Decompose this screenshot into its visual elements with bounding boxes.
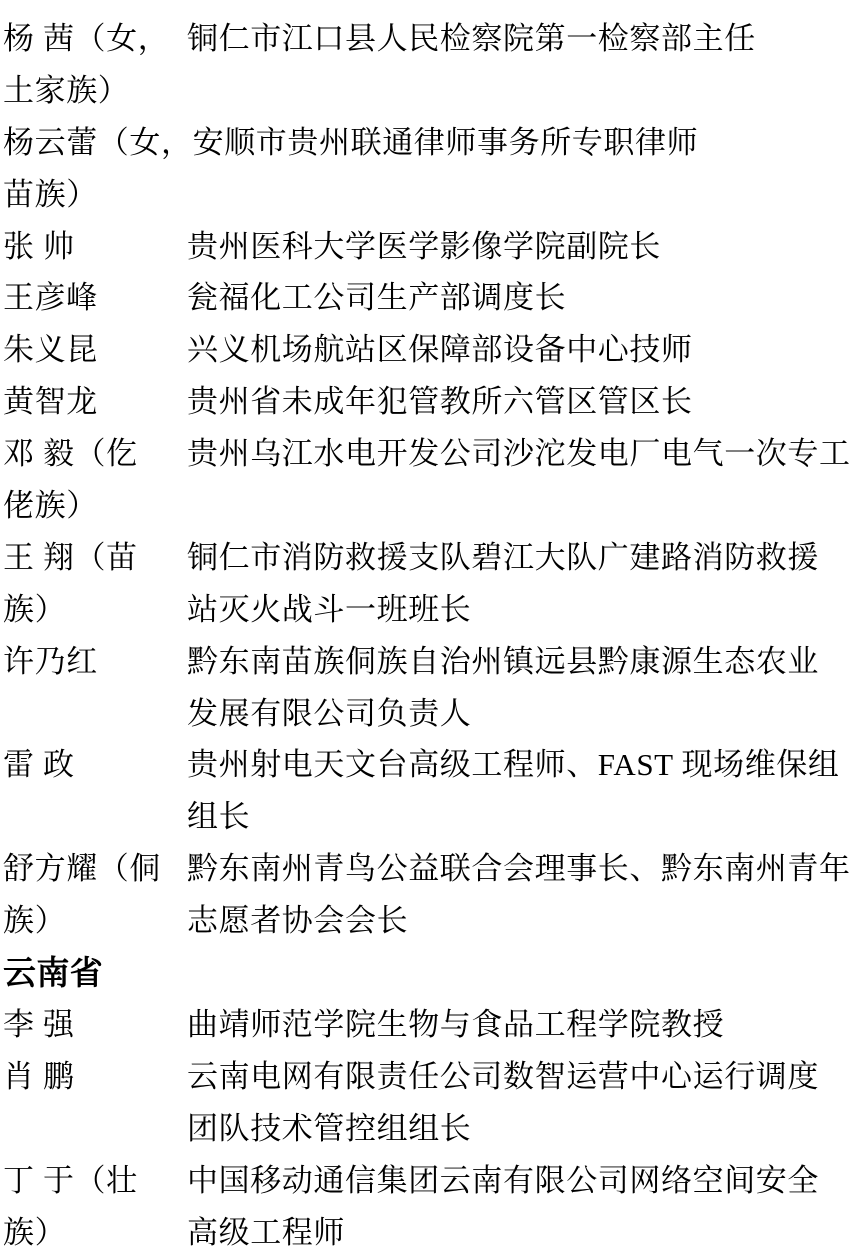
- person-title-line: 高级工程师: [187, 1214, 345, 1250]
- person-title: [187, 376, 862, 428]
- person-name-line: 族）: [3, 903, 67, 939]
- person-name: [3, 324, 187, 376]
- person-entry: [3, 272, 862, 324]
- person-name-line: 佬族）: [3, 488, 98, 524]
- person-title-line: 贵州乌江水电开发公司沙沱发电厂电气一次专工: [187, 436, 851, 472]
- person-title: [187, 324, 862, 376]
- person-name-line: 邓 毅（仡: [3, 436, 138, 472]
- person-title-line: 瓮福化工公司生产部调度长: [187, 280, 567, 316]
- person-name-line: 朱义昆: [3, 332, 98, 368]
- person-name-line: 许乃红: [3, 643, 98, 679]
- person-title-line: 黔东南苗族侗族自治州镇远县黔康源生态农业: [187, 643, 819, 679]
- person-title-line: 志愿者协会会长: [187, 903, 409, 939]
- person-entry: [3, 324, 862, 376]
- person-name-line: 土家族）: [3, 72, 130, 108]
- person-name-line: 肖 鹏: [3, 1058, 75, 1094]
- person-title-line: 铜仁市消防救援支队碧江大队广建路消防救援: [187, 539, 819, 575]
- person-name-line: 族）: [3, 591, 67, 627]
- person-title: [187, 221, 862, 273]
- person-title-line: 曲靖师范学院生物与食品工程学院教授: [187, 1006, 725, 1042]
- person-name: [3, 739, 187, 791]
- person-title-line: 发展有限公司负责人: [187, 695, 472, 731]
- person-entry: [3, 1051, 862, 1155]
- person-entry: [3, 999, 862, 1051]
- person-name: [3, 376, 187, 428]
- person-name-line: 苗族）: [3, 176, 98, 212]
- person-title-line: 团队技术管控组组长: [187, 1110, 472, 1146]
- person-title: [187, 843, 862, 947]
- person-title-line: 安顺市贵州联通律师事务所专职律师: [192, 124, 699, 160]
- person-name: [3, 272, 187, 324]
- person-entry: [3, 532, 862, 636]
- person-entry: [3, 13, 862, 117]
- person-title-line: 站灭火战斗一班班长: [187, 591, 472, 627]
- person-entry: [3, 843, 862, 947]
- person-entry: [3, 1155, 862, 1255]
- person-name-line: 杨 茜（女，: [3, 21, 170, 56]
- person-entry: [3, 739, 862, 843]
- person-title: [187, 532, 862, 636]
- person-title: [187, 636, 862, 740]
- person-name: [3, 1051, 187, 1103]
- person-title: [187, 1051, 862, 1155]
- person-name-line: 王彦峰: [3, 280, 98, 316]
- person-name: [3, 843, 187, 947]
- person-name: [3, 428, 187, 532]
- person-name-line: 杨云蕾（女，: [3, 124, 193, 160]
- person-entry: [3, 428, 862, 532]
- person-entry: [3, 117, 862, 221]
- person-entry: [3, 376, 862, 428]
- entries: [3, 13, 862, 1255]
- person-name-line: 王 翔（苗: [3, 539, 138, 575]
- person-title: [187, 428, 862, 480]
- person-title-line: 铜仁市江口县人民检察院第一检察部主任: [187, 21, 756, 56]
- person-name: [3, 532, 187, 636]
- person-name-line: 李 强: [3, 1006, 75, 1042]
- person-name: [3, 221, 187, 273]
- person-title: [193, 117, 862, 169]
- person-name: [3, 1155, 187, 1255]
- person-name: [3, 636, 187, 688]
- person-name-line: 黄智龙: [3, 384, 98, 420]
- person-name-line: 族）: [3, 1214, 67, 1250]
- person-title: [187, 1155, 862, 1255]
- person-title-line: 兴义机场航站区保障部设备中心技师: [187, 332, 693, 368]
- person-name-line: 舒方耀（侗: [3, 851, 161, 887]
- person-name: [3, 999, 187, 1051]
- person-entry: [3, 636, 862, 740]
- person-name: [3, 13, 187, 117]
- person-title-line: 中国移动通信集团云南有限公司网络空间安全: [187, 1162, 819, 1198]
- person-title-line: 组长: [187, 799, 251, 835]
- person-title-line: 贵州医科大学医学影像学院副院长: [187, 228, 661, 264]
- province-section-header: 云南省: [3, 954, 104, 992]
- person-title: [187, 272, 862, 324]
- person-title-line: 贵州射电天文台高级工程师、FAST 现场维保组: [187, 747, 840, 783]
- person-title-line: 云南电网有限责任公司数智运营中心运行调度: [187, 1058, 819, 1094]
- person-title: [187, 13, 862, 65]
- person-name-line: 丁 于（壮: [3, 1162, 138, 1198]
- person-entry: [3, 221, 862, 273]
- person-name-line: 张 帅: [3, 228, 75, 264]
- person-title: [187, 999, 862, 1051]
- person-title-line: 贵州省未成年犯管教所六管区管区长: [187, 384, 693, 420]
- person-title-line: 黔东南州青鸟公益联合会理事长、黔东南州青年: [187, 851, 851, 887]
- person-title: [187, 739, 862, 843]
- person-name: [3, 117, 193, 221]
- person-name-line: 雷 政: [3, 747, 75, 783]
